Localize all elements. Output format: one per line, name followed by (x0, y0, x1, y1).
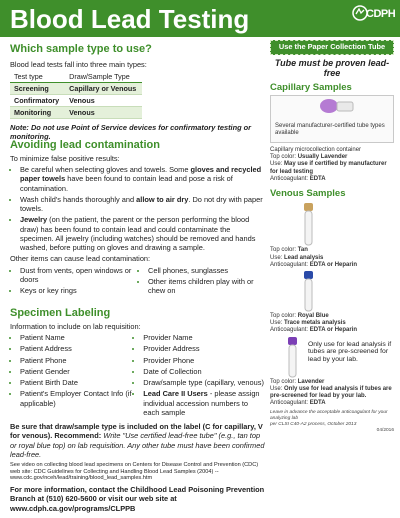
label-recommendation: Be sure that draw/sample type is included on the label (C for capillary, V for venous). Recommend: Write "Use certified lead-free tube" (e.g., tan top or royal blue top) on lab requisition. Any other tube must have been confirmed lead-free. (10, 422, 265, 459)
table-header: Draw/Sample Type (65, 71, 142, 83)
list-item: • Provider Address (143, 344, 266, 353)
specimen-intro: Information to include on lab requisition: (10, 321, 141, 331)
sidebar (270, 40, 394, 433)
sidebar-banner: Use the Paper Collection Tube (270, 40, 394, 55)
capillary-tube-icon (271, 96, 393, 124)
tan-anticoagulant: Anticoagulant: EDTA or Heparin (270, 261, 358, 268)
capillary-note: Several manufacturer-certified tube types available (275, 123, 385, 137)
table-header: Test type (10, 71, 65, 83)
sample-type-section (10, 43, 262, 142)
table-row: Confirmatory Venous (10, 95, 142, 107)
lavender-anticoagulant: Anticoagulant: EDTA (270, 400, 326, 407)
list-item: • Date of Collection (143, 367, 266, 376)
list-item: • Draw/sample type (capillary, venous) (143, 378, 266, 387)
capillary-heading: Capillary Samples (270, 81, 352, 93)
list-item: • Patient Phone (20, 356, 133, 365)
list-item: • Provider Name (143, 333, 266, 342)
cdph-logo (352, 5, 396, 33)
blue-anticoagulant: Anticoagulant: EDTA or Heparin (270, 327, 358, 334)
other-intro: Other items can cause lead contamination: (10, 254, 151, 264)
capillary-anticoagulant: Anticoagulant: EDTA (270, 175, 326, 182)
list-item: • Other items children play with or chew on (148, 277, 266, 296)
list-item: • Dust from vents, open windows or doors (20, 266, 138, 285)
list-item: • Patient Address (20, 344, 133, 353)
avoid-heading: Avoiding lead contamination (10, 139, 160, 151)
capillary-container: Capillary microcollection container (270, 147, 362, 154)
lavender-tube-image (270, 335, 394, 379)
contact-info: For more information, contact the Childhood Lead Poisoning Prevention Branch at (510) 620-5600 or visit our web site at www.cdph.ca.gov/programs/CLPPB (10, 485, 265, 513)
sample-type-heading: Which sample type to use? (10, 43, 152, 55)
footnote: Leave in advance the acceptable anticoagulant for your analyzing lab (270, 410, 388, 421)
blue-use: Use: Trace metals analysis (270, 320, 346, 327)
cdph-logo-text: CDPH (366, 8, 396, 20)
specimen-section (10, 307, 266, 513)
avoid-intro: To minimize false positive results: (10, 153, 120, 163)
table-row: Monitoring Venous (10, 107, 142, 119)
list-item: • Keys or key rings (20, 286, 138, 295)
royal-blue-tube-icon (270, 269, 390, 313)
list-item: • Be careful when selecting gloves and towels. Some gloves and recycled paper towels have been found to contain lead and pose a risk of contamination. (20, 165, 266, 193)
table-row: Screening Capillary or Venous (10, 83, 142, 95)
list-item: • Patient Name (20, 333, 133, 342)
lavender-use: Use: Only use for lead analysis if tubes are pre-screened for lead by your lab. (270, 385, 392, 399)
revision-date: 04/2016 (376, 427, 394, 433)
lavender-top: Top color: Lavender (270, 378, 325, 385)
sample-type-table (10, 71, 142, 119)
cdc-video-note: See video on collecting blood lead specimens on Centers for Disease Control and Prevention (CDC) web site: CDC Guidelines for Collecting and Handling Blood Lead Samples (2004) -- www.cdc.gov/nceh/lead/training/blood_lead_samples.htm (10, 462, 259, 482)
lavender-callout: Only use for lead analysis if tubes are pre-screened for lead by your lab. (308, 340, 392, 364)
tan-tube-icon (270, 201, 390, 247)
list-item: • Provider Phone (143, 356, 266, 365)
capillary-tube-image (270, 95, 394, 143)
list-item: • Cell phones, sunglasses (148, 266, 266, 275)
capillary-use: Use: May use if certified by manufacturer for lead testing (270, 161, 387, 175)
capillary-top: Top color: Usually Lavender (270, 154, 348, 161)
blue-tube-image (270, 269, 394, 313)
venous-heading: Venous Samples (270, 187, 346, 199)
proven-lead-free: Tube must be proven lead-free (274, 57, 390, 78)
list-item: • Wash child's hands thoroughly and allow to air dry. Do not dry with paper towels. (20, 195, 266, 214)
specimen-items (10, 333, 266, 419)
tan-top: Top color: Tan (270, 247, 308, 254)
list-item: • Jewelry (on the patient, the parent or the person performing the blood draw) has been found to contain lead and could contaminate the specimen. All jewelry (including watches) should be removed and hands washed, before putting on gloves and drawing a sample. (20, 215, 266, 252)
specimen-heading: Specimen Labeling (10, 307, 111, 319)
page-title: Blood Lead Testing (10, 4, 250, 34)
sample-type-note: Note: Do not use Point of Service devices for confirmatory testing or monitoring. (10, 123, 252, 142)
lavender-tube-icon (270, 335, 306, 379)
footnote-2: per CLSI C40-A2 process, October 2013 (270, 421, 357, 427)
list-item: • Patient Birth Date (20, 378, 133, 387)
tan-tube-image (270, 201, 394, 247)
list-item: • Patient's Employer Contact Info (if applicable) (20, 389, 133, 408)
avoid-section (10, 139, 266, 297)
avoid-list (10, 165, 266, 252)
tan-use: Use: Lead analysis (270, 254, 324, 261)
header-bar (0, 0, 400, 37)
other-items (10, 266, 266, 298)
sample-type-intro: Blood lead tests fall into three main types: (10, 59, 147, 69)
blue-top: Top color: Royal Blue (270, 312, 329, 319)
list-item: • Patient Gender (20, 367, 133, 376)
list-item: • Lead Care II Users - please assign individual accession numbers to each sample (143, 389, 266, 417)
